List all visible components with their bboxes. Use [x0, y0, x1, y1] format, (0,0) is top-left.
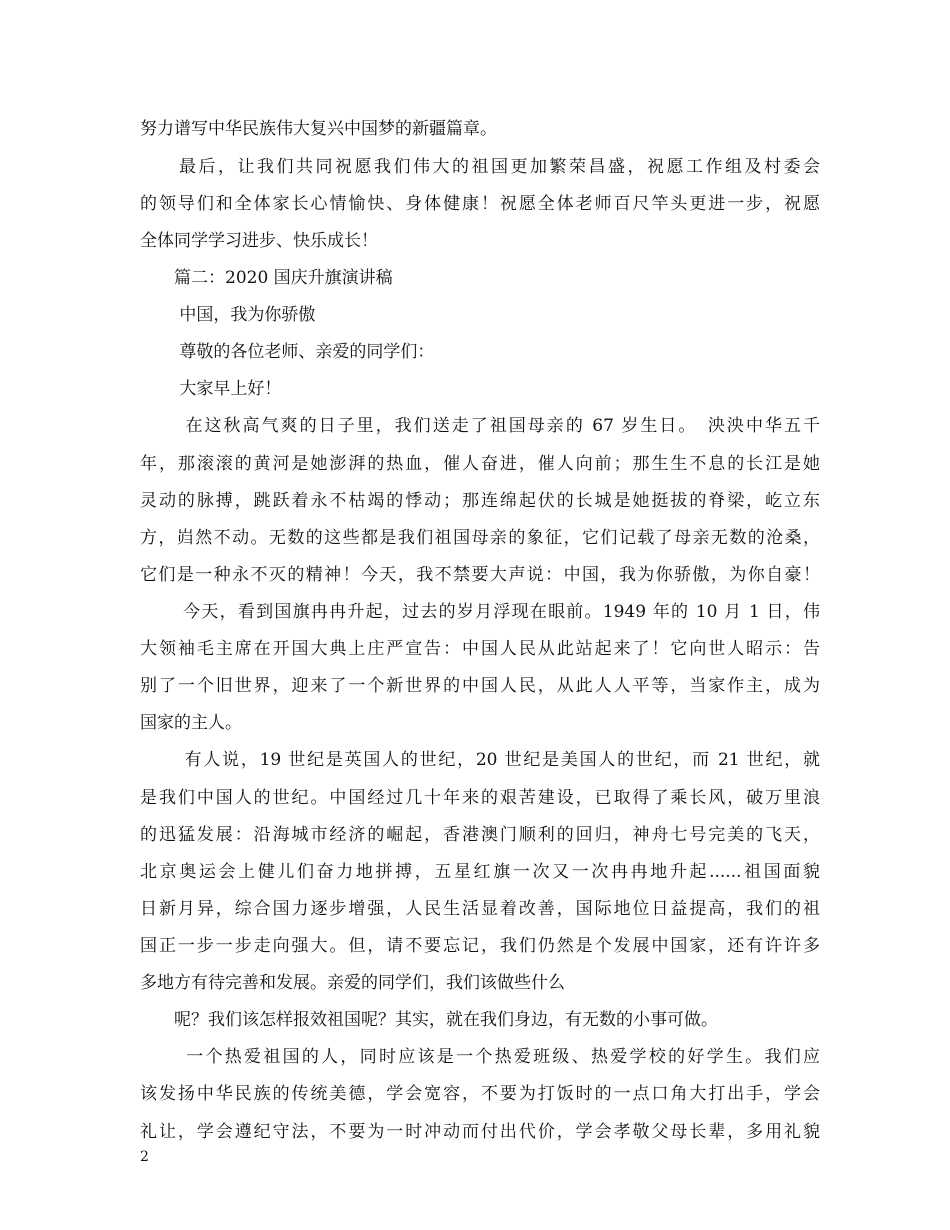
text-line: 有人说，19 世纪是英国人的世纪，20 世纪是美国人的世纪，而 21 世纪，就 — [140, 750, 820, 770]
text-line: 是我们中国人的世纪。中国经过几十年来的艰苦建设，已取得了乘长风，破万里浪 — [140, 788, 820, 808]
text-line: 它们是一种永不灭的精神！今天，我不禁要大声说：中国，我为你骄傲，为你自豪！ — [140, 565, 820, 585]
text-line: 国正一步一步走向强大。但，请不要忘记，我们仍然是个发展中国家，还有许许多 — [140, 936, 820, 956]
salutation: 尊敬的各位老师、亲爱的同学们： — [140, 342, 435, 362]
greeting: 大家早上好！ — [140, 379, 282, 399]
text-line: 的迅猛发展：沿海城市经济的崛起，香港澳门顺利的回归，神舟七号完美的飞天， — [140, 825, 820, 845]
text-line: 努力谱写中华民族伟大复兴中国梦的新疆篇章。 — [140, 119, 497, 139]
text-line: 方，岿然不动。无数的这些都是我们祖国母亲的象征，它们记载了母亲无数的沧桑， — [140, 528, 820, 548]
text-line: 该发扬中华民族的传统美德，学会宽容，不要为打饭时的一点口角大打出手，学会 — [140, 1084, 820, 1104]
speech-title: 中国，我为你骄傲 — [140, 305, 316, 325]
section-heading: 篇二：2020 国庆升旗演讲稿 — [140, 268, 393, 288]
text-line: 礼让，学会遵纪守法，不要为一时冲动而付出代价，学会孝敬父母长辈，多用礼貌 — [140, 1122, 820, 1142]
page-number: 2 — [140, 1149, 149, 1165]
text-line: 年，那滚滚的黄河是她澎湃的热血，催人奋进，催人向前；那生生不息的长江是她 — [140, 454, 820, 474]
text-line: 一个热爱祖国的人，同时应该是一个热爱班级、热爱学校的好学生。我们应 — [140, 1047, 820, 1067]
text-line: 日新月异，综合国力逐步增强，人民生活显着改善，国际地位日益提高，我们的祖 — [140, 899, 820, 919]
text-line: 灵动的脉搏，跳跃着永不枯竭的悸动；那连绵起伏的长城是她挺拔的脊梁，屹立东 — [140, 491, 820, 511]
text-line: 今天，看到国旗冉冉升起，过去的岁月浮现在眼前。1949 年的 10 月 1 日，伟 — [140, 602, 820, 622]
text-line: 大领袖毛主席在开国大典上庄严宣告：中国人民从此站起来了！它向世人昭示：告 — [140, 639, 820, 659]
text-line: 的领导们和全体家长心情愉快、身体健康！祝愿全体老师百尺竿头更进一步，祝愿 — [140, 194, 820, 214]
text-line: 最后，让我们共同祝愿我们伟大的祖国更加繁荣昌盛，祝愿工作组及村委会 — [140, 157, 820, 177]
text-line: 呢？我们该怎样报效祖国呢？其实，就在我们身边，有无数的小事可做。 — [140, 1010, 718, 1030]
text-line: 北京奥运会上健儿们奋力地拼搏，五星红旗一次又一次冉冉地升起......祖国面貌 — [140, 862, 820, 882]
text-line: 多地方有待完善和发展。亲爱的同学们，我们该做些什么 — [140, 973, 565, 993]
text-line: 国家的主人。 — [140, 713, 242, 733]
text-line: 全体同学学习进步、快乐成长！ — [140, 231, 378, 251]
text-line: 别了一个旧世界，迎来了一个新世界的中国人民，从此人人平等，当家作主，成为 — [140, 676, 820, 696]
text-line: 在这秋高气爽的日子里，我们送走了祖国母亲的 67 岁生日。 泱泱中华五千 — [140, 416, 820, 436]
